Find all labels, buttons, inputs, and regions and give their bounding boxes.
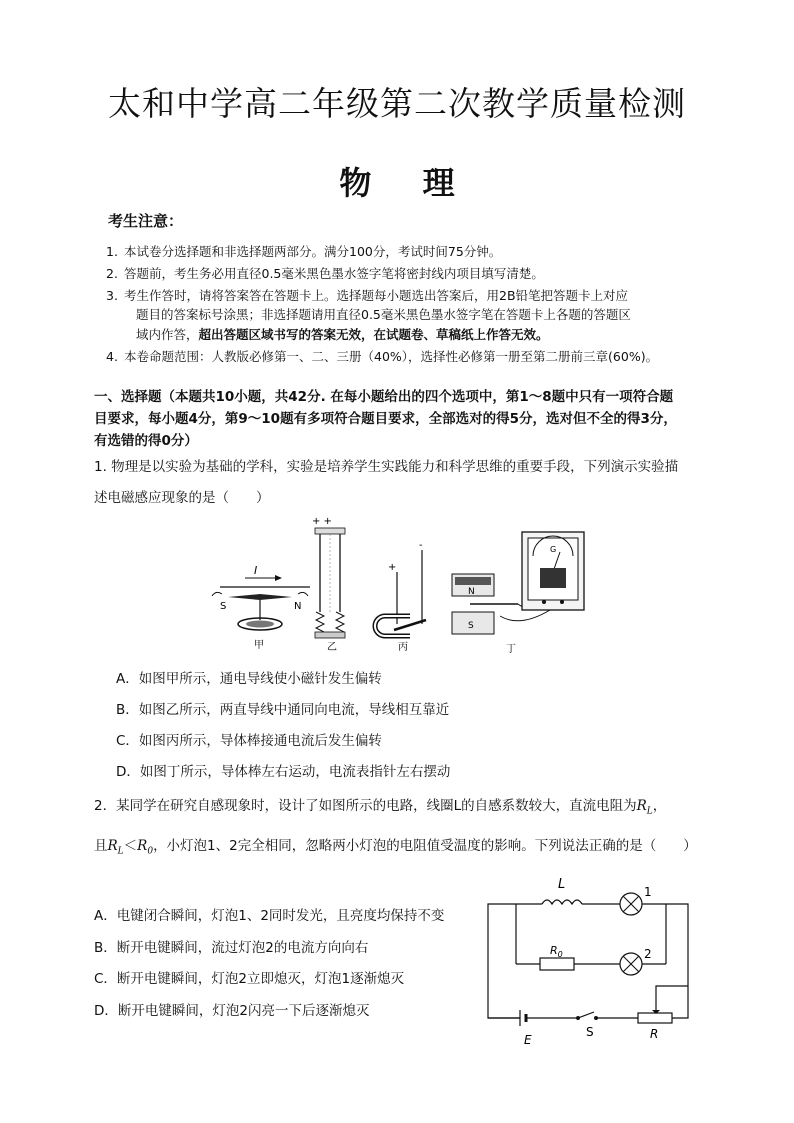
q2-stem-text: 2．某同学在研究自感现象时，设计了如图所示的电路，线圈L的自感系数较大，直流电阻为 xyxy=(94,798,637,814)
figure-yi xyxy=(312,516,345,653)
notice-item-4 xyxy=(106,349,746,364)
q1-stem-line1: 1. 物理是以实验为基础的学科，实验是培养学生实践能力和科学思维的重要手段，下列演示实验描 xyxy=(94,459,679,475)
svg-text:+ +: + + xyxy=(312,516,332,527)
q2-stem-line1: 2．某同学在研究自感现象时，设计了如图所示的电路，线圈L的自感系数较大，直流电阻为$R_L$， xyxy=(94,798,667,817)
notice-item-number: 2. xyxy=(106,266,118,281)
magnet-south-label: S xyxy=(220,601,227,612)
resistor-r0 xyxy=(540,958,574,970)
q2-option-c[interactable]: C．断开电键瞬间，灯泡2立即熄灭，灯泡1逐渐熄灭 xyxy=(94,971,405,987)
q1-option-a[interactable]: A．如图甲所示，通电导线使小磁针发生偏转 xyxy=(116,671,382,687)
section-line-1: 一、选择题（本题共10小题，共42分. 在每小题给出的四个选项中，第1～8题中只有一项符合题 xyxy=(94,389,674,405)
q1-stem-line2: 述电磁感应现象的是（ ） xyxy=(94,490,270,506)
svg-text:-: - xyxy=(419,540,423,551)
rl-symbol: $R_L$ xyxy=(636,798,653,817)
switch xyxy=(578,1012,594,1018)
q2-option-a[interactable]: A．电键闭合瞬间，灯泡1、2同时发光，且亮度均保持不变 xyxy=(94,908,445,924)
notice-item-text: 本试卷分选择题和非选择题两部分。满分100分，考试时间75分钟。 xyxy=(124,244,502,259)
figure-label-jia: 甲 xyxy=(254,640,264,651)
q1-experiment-figures xyxy=(200,512,600,662)
figure-label-bing: 丙 xyxy=(398,642,408,653)
subject-title: 物 理 xyxy=(339,164,455,202)
q2-stem-text: ，小灯泡1、2完全相同，忽略两小灯泡的电阻值受温度的影响。下列说法正确的是（ ） xyxy=(153,838,697,854)
notice-item-number: 1. xyxy=(106,244,118,259)
svg-text:+: + xyxy=(388,562,397,573)
r0-label: $R_0$ xyxy=(550,944,563,959)
notice-item-3-cont2 xyxy=(136,327,776,342)
lamp-1-label: 1 xyxy=(644,885,652,899)
section-heading xyxy=(94,386,724,452)
figure-bing xyxy=(375,540,426,653)
ding-magnet-south-label: S xyxy=(468,621,474,631)
current-label: I xyxy=(254,564,258,577)
inductor-coil xyxy=(542,900,582,904)
notice-item-text: 考生作答时，请将答案答在答题卡上。选择题每小题选出答案后，用2B铅笔把答题卡上对应 xyxy=(124,288,629,303)
rheostat xyxy=(638,1013,672,1023)
ding-magnet-north-label: N xyxy=(468,587,475,597)
notice-item-text: 答题前，考生务必用直径0.5毫米黑色墨水签字笔将密封线内项目填写清楚。 xyxy=(124,266,544,281)
magnet-north-label: N xyxy=(294,601,302,612)
notice-item-number: 4. xyxy=(106,349,118,364)
r0-symbol: $R_0$ xyxy=(137,838,154,857)
lamp-2-label: 2 xyxy=(644,947,652,961)
notice-item-emphasis: 超出答题区域书写的答案无效，在试题卷、草稿纸上作答无效。 xyxy=(198,327,549,342)
section-line-2: 目要求，每小题4分，第9～10题有多项符合题目要求，全部选对的得5分，选对但不全的得3分， xyxy=(94,411,677,427)
notice-item-text: 域内作答， xyxy=(136,327,199,342)
notice-heading: 考生注意： xyxy=(108,212,184,230)
q2-option-d[interactable]: D．断开电键瞬间，灯泡2闪亮一下后逐渐熄灭 xyxy=(94,1003,370,1019)
galvanometer-label: G xyxy=(550,545,557,554)
q2-circuit-diagram xyxy=(480,868,710,1058)
rl-symbol: $R_L$ xyxy=(107,838,124,857)
notice-item-3-cont1: 题目的答案标号涂黑；非选择题请用直径0.5毫米黑色墨水签字笔在答题卡上各题的答题区 xyxy=(136,307,631,322)
figure-label-yi: 乙 xyxy=(327,642,337,653)
battery-label: E xyxy=(524,1033,532,1047)
figure-label-ding: 丁 xyxy=(506,644,516,655)
inductor-label: L xyxy=(558,877,566,892)
q2-option-b[interactable]: B．断开电键瞬间，流过灯泡2的电流方向向右 xyxy=(94,940,369,956)
notice-item-number: 3. xyxy=(106,288,118,303)
exam-title: 太和中学高二年级第二次教学质量检测 xyxy=(108,84,686,123)
figure-jia xyxy=(212,564,310,651)
rheostat-label: R xyxy=(650,1027,659,1041)
q1-option-d[interactable]: D．如图丁所示，导体棒左右运动，电流表指针左右摆动 xyxy=(116,764,451,780)
notice-item-text: 本卷命题范围：人教版必修第一、二、三册（40%），选择性必修第一册至第二册前三章(60%)。 xyxy=(124,349,659,364)
figure-ding xyxy=(452,532,584,655)
notice-item-3 xyxy=(106,288,746,303)
notice-item-1 xyxy=(106,244,746,259)
section-line-3: 有选错的得0分） xyxy=(94,433,198,449)
q1-option-b[interactable]: B．如图乙所示，两直导线中通同向电流，导线相互靠近 xyxy=(116,702,450,718)
switch-label: S xyxy=(586,1025,594,1039)
q1-option-c[interactable]: C．如图丙所示，导体棒接通电流后发生偏转 xyxy=(116,733,382,749)
notice-item-2 xyxy=(106,266,746,281)
q2-stem-line2: 且$R_L<R_0$，小灯泡1、2完全相同，忽略两小灯泡的电阻值受温度的影响。下列说法正确的是（ ） xyxy=(94,838,697,857)
